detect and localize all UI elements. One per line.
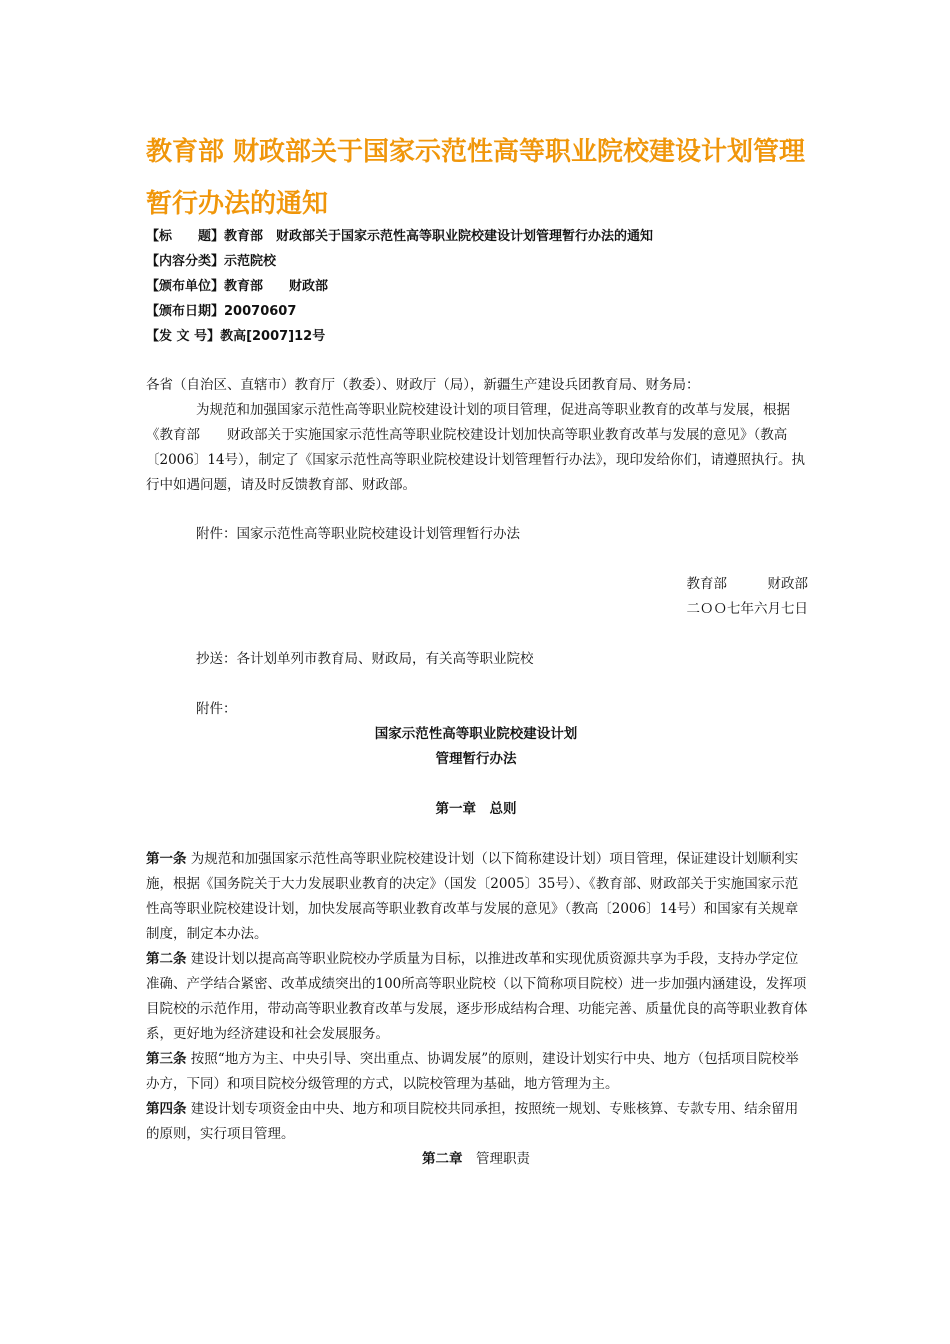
- attachment-label: 附件：: [196, 701, 237, 717]
- body-paragraph: 为规范和加强国家示范性高等职业院校建设计划的项目管理，促进高等职业教育的改革与发展，根据《教育部 财政部关于实施国家示范性高等职业院校建设计划加快高等职业教育改革与发展的意见》（教高〔2006〕14号），制定了《国家示范性高等职业院校建设计划管理暂行办法》，现印发给你们，请遵照执行。执行中如遇问题，请及时反馈教育部、财政部。: [146, 402, 806, 493]
- chapter-2-heading: [146, 1147, 806, 1172]
- article-label: 第三条: [146, 1051, 187, 1067]
- article-text: 按照“地方为主、中央引导、突出重点、协调发展”的原则，建设计划实行中央、地方（包括项目院校举办方，下同）和项目院校分级管理的方式，以院校管理为基础，地方管理为主。: [146, 1051, 799, 1092]
- meta-value: 教高[2007]12号: [220, 329, 326, 344]
- meta-label: 【颁布日期】: [146, 304, 225, 319]
- article-1: [146, 847, 808, 947]
- meta-row-issuer: [146, 274, 826, 299]
- article-text: 建设计划以提高高等职业院校办学质量为目标，以推进改革和实现优质资源共享为手段，支持办学定位准确、产学结合紧密、改革成绩突出的100所高等职业院校（以下简称项目院校）进一步加强内涵建设，发挥项目院校的示范作用，带动高等职业教育改革与发展，逐步形成结构合理、功能完善、质量优良的高等职业教育体系，更好地为经济建设和社会发展服务。: [146, 951, 808, 1042]
- document-title: 教育部 财政部关于国家示范性高等职业院校建设计划管理暂行办法的通知: [146, 137, 806, 219]
- meta-row-title: [146, 224, 826, 249]
- meta-label: 【内容分类】: [146, 254, 225, 269]
- article-label: 第二条: [146, 951, 187, 967]
- meta-value: 20070607: [224, 304, 297, 319]
- meta-value: 教育部 财政部: [224, 279, 329, 294]
- article-2: [146, 947, 808, 1047]
- meta-row-date: [146, 299, 826, 324]
- metadata-block: [146, 224, 826, 349]
- meta-label: 【发 文 号】: [146, 329, 221, 344]
- chapter-2-label: 第二章: [422, 1151, 463, 1167]
- meta-row-category: [146, 249, 826, 274]
- chapter-1-heading: 第一章 总则: [435, 801, 517, 817]
- meta-value: 示范院校: [224, 254, 277, 269]
- salutation: 各省（自治区、直辖市）教育厅（教委）、财政厅（局），新疆生产建设兵团教育局、财务局：: [146, 377, 700, 393]
- regulation-title-line2: 管理暂行办法: [435, 751, 517, 767]
- issue-date: 二ＯＯ七年六月七日: [686, 601, 808, 617]
- meta-row-docnum: [146, 324, 826, 349]
- meta-value: 教育部 财政部关于国家示范性高等职业院校建设计划管理暂行办法的通知: [224, 229, 654, 244]
- article-3: [146, 1047, 808, 1097]
- attachment-note: 附件：国家示范性高等职业院校建设计划管理暂行办法: [196, 526, 520, 542]
- article-label: 第四条: [146, 1101, 187, 1117]
- meta-label: 【标 题】: [146, 229, 225, 244]
- cc-line: 抄送：各计划单列市教育局、财政局，有关高等职业院校: [196, 651, 534, 667]
- chapter-2-text: 管理职责: [476, 1151, 530, 1167]
- article-text: 为规范和加强国家示范性高等职业院校建设计划（以下简称建设计划）项目管理，保证建设计划顺利实施，根据《国务院关于大力发展职业教育的决定》（国发〔2005〕35号）、《教育部、财政部关于实施国家示范性高等职业院校建设计划，加快发展高等职业教育改革与发展的意见》（教高〔2006〕14号）和国家有关规章制度，制定本办法。: [146, 851, 799, 942]
- article-4: [146, 1097, 808, 1147]
- article-label: 第一条: [146, 851, 187, 867]
- meta-label: 【颁布单位】: [146, 279, 225, 294]
- signature: 教育部 财政部: [686, 576, 808, 592]
- regulation-title-line1: 国家示范性高等职业院校建设计划: [374, 726, 578, 742]
- article-text: 建设计划专项资金由中央、地方和项目院校共同承担，按照统一规划、专账核算、专款专用、结余留用的原则，实行项目管理。: [146, 1101, 799, 1142]
